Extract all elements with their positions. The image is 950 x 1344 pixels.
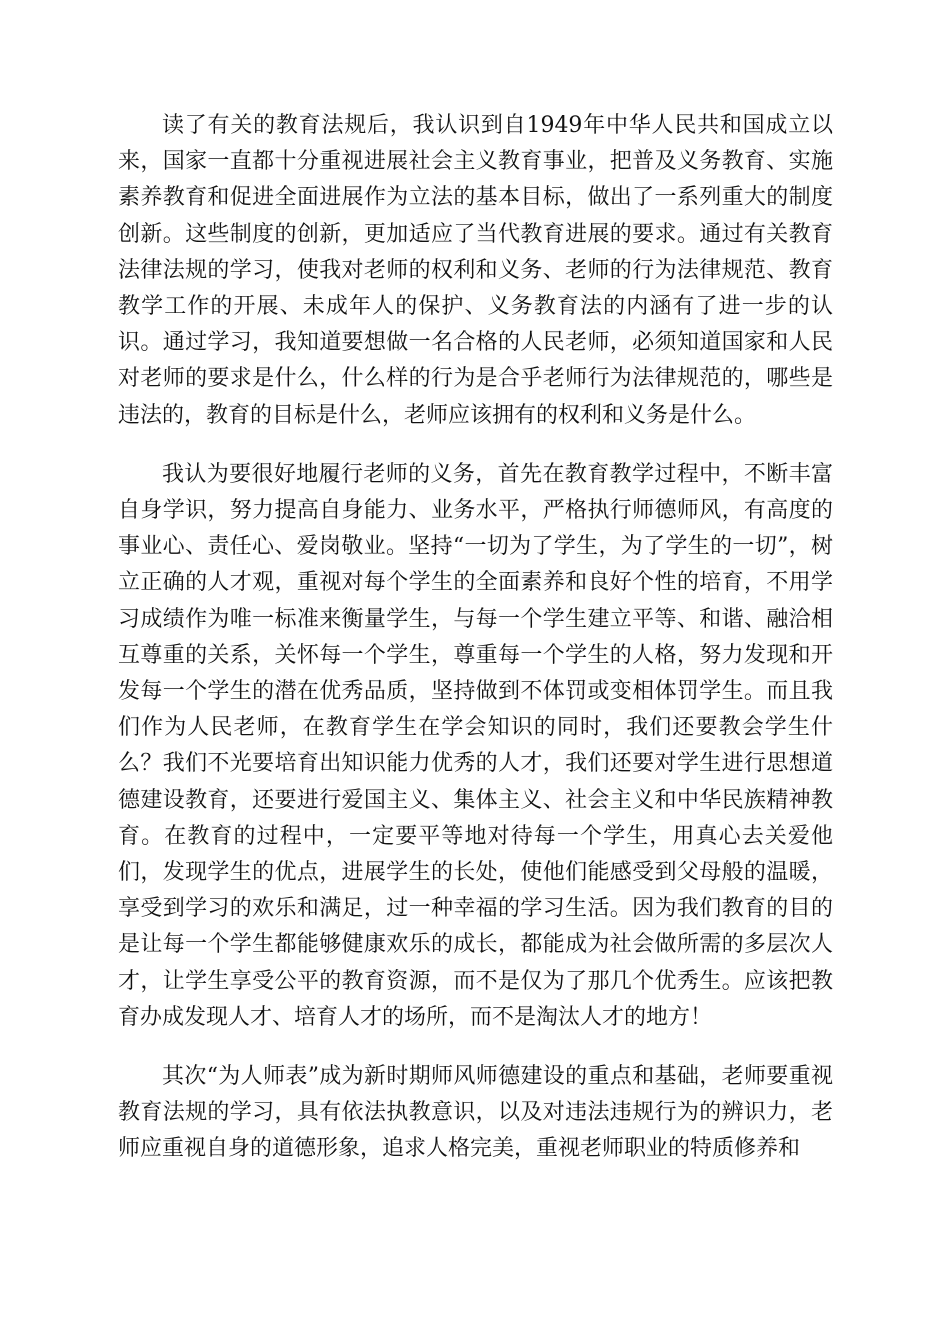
document-body bbox=[118, 108, 833, 1168]
paragraph-3: 其次“为人师表”成为新时期师风师德建设的重点和基础，老师要重视教育法规的学习，具有依法执教意识，以及对违法违规行为的辨识力，老师应重视自身的道德形象，追求人格完美，重视老师职业的特质修养和 bbox=[118, 1064, 833, 1162]
paragraph-1: 读了有关的教育法规后，我认识到自1949年中华人民共和国成立以来，国家一直都十分重视进展社会主义教育事业，把普及义务教育、实施素养教育和促进全面进展作为立法的基本目标，做出了一系列重大的制度创新。这些制度的创新，更加适应了当代教育进展的要求。通过有关教育法律法规的学习，使我对老师的权利和义务、老师的行为法律规范、教育教学工作的开展、未成年人的保护、义务教育法的内涵有了进一步的认识。通过学习，我知道要想做一名合格的人民老师，必须知道国家和人民对老师的要求是什么，什么样的行为是合乎老师行为法律规范的，哪些是违法的，教育的目标是什么，老师应该拥有的权利和义务是什么。 bbox=[118, 113, 833, 428]
paragraph-2: 我认为要很好地履行老师的义务，首先在教育教学过程中，不断丰富自身学识，努力提高自身能力、业务水平，严格执行师德师风，有高度的事业心、责任心、爱岗敬业。坚持“一切为了学生，为了学生的一切”，树立正确的人才观，重视对每个学生的全面素养和良好个性的培育，不用学习成绩作为唯一标准来衡量学生，与每一个学生建立平等、和谐、融洽相互尊重的关系，关怀每一个学生，尊重每一个学生的人格，努力发现和开发每一个学生的潜在优秀品质，坚持做到不体罚或变相体罚学生。而且我们作为人民老师，在教育学生在学会知识的同时，我们还要教会学生什么？我们不光要培育出知识能力优秀的人才，我们还要对学生进行思想道德建设教育，还要进行爱国主义、集体主义、社会主义和中华民族精神教育。在教育的过程中，一定要平等地对待每一个学生，用真心去关爱他们，发现学生的优点，进展学生的长处，使他们能感受到父母般的温暖，享受到学习的欢乐和满足，过一种幸福的学习生活。因为我们教育的目的是让每一个学生都能够健康欢乐的成长，都能成为社会做所需的多层次人才，让学生享受公平的教育资源，而不是仅为了那几个优秀生。应该把教育办成发现人才、培育人才的场所，而不是淘汰人才的地方！ bbox=[118, 461, 833, 1030]
